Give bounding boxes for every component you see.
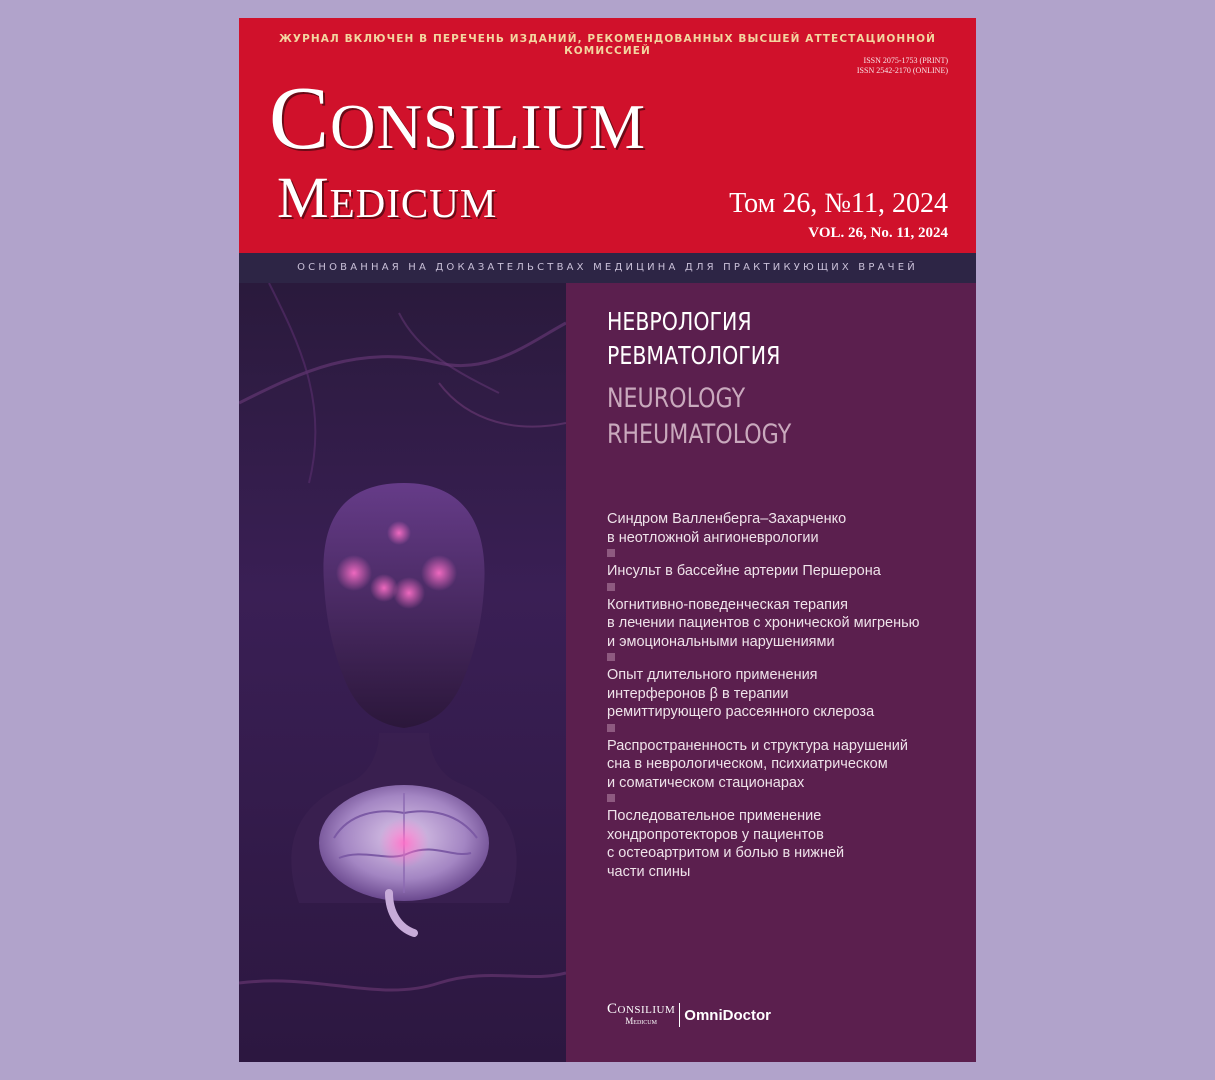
article-item — [607, 562, 967, 581]
logo-divider — [679, 1003, 680, 1027]
article-line: части спины — [607, 863, 691, 880]
article-item — [607, 737, 967, 793]
omnidoctor-logo: OmniDoctor — [684, 1006, 771, 1024]
section-neurology-en: NEUROLOGY — [607, 383, 746, 414]
publisher-logo — [607, 1000, 771, 1030]
issn-block — [857, 56, 948, 76]
bullet-square-icon — [607, 724, 615, 732]
article-line: сна в неврологическом, психиатрическом — [607, 756, 888, 772]
logo-line2: Medicum — [625, 1016, 657, 1026]
bullet-square-icon — [607, 549, 615, 557]
article-line: Распространенность и структура нарушений — [607, 737, 908, 754]
brain-illustration — [239, 283, 566, 1062]
article-line: и соматическом стационарах — [607, 774, 805, 791]
article-item — [607, 807, 967, 881]
article-line: ремиттирующего рассеянного склероза — [607, 704, 875, 720]
head-illustration — [239, 283, 566, 1062]
section-titles-ru — [607, 305, 780, 373]
bullet-square-icon — [607, 653, 615, 661]
consilium-medicum-logo — [607, 1003, 675, 1027]
article-line: в лечении пациентов с хронической мигренью — [607, 615, 920, 631]
section-rheumatology-ru: РЕВМАТОЛОГИЯ — [607, 341, 781, 370]
journal-title-line1: Consilium — [269, 69, 647, 168]
article-line: Инсульт в бассейне артерии Першерона — [607, 563, 881, 579]
article-line: хондропротекторов у пациентов — [607, 826, 824, 843]
journal-cover — [239, 18, 976, 1062]
article-item — [607, 510, 967, 547]
tagline-band: ОСНОВАННАЯ НА ДОКАЗАТЕЛЬСТВАХ МЕДИЦИНА ДЛЯ ПРАКТИКУЮЩИХ ВРАЧЕЙ — [239, 253, 976, 283]
article-list — [607, 510, 967, 881]
volume-ru: Том 26, №11, 2024 — [729, 188, 948, 219]
journal-title-line2: Medicum — [277, 165, 498, 230]
bullet-square-icon — [607, 583, 615, 591]
vak-notice: ЖУРНАЛ ВКЛЮЧЕН В ПЕРЕЧЕНЬ ИЗДАНИЙ, РЕКОМЕНДОВАННЫХ ВЫСШЕЙ АТТЕСТАЦИОННОЙ КОМИССИЕЙ — [278, 33, 937, 57]
section-neurology-ru: НЕВРОЛОГИЯ — [607, 307, 752, 336]
article-line: Когнитивно-поведенческая терапия — [607, 596, 848, 613]
article-line: Последовательное применение — [607, 808, 822, 824]
article-line: с остеоартритом и болью в нижней — [607, 845, 845, 861]
issn-online: ISSN 2542-2170 (ONLINE) — [856, 66, 948, 75]
article-line: интерферонов β в терапии — [607, 685, 789, 702]
volume-en: VOL. 26, No. 11, 2024 — [808, 225, 948, 241]
article-line: в неотложной ангионеврологии — [607, 529, 819, 546]
article-line: Опыт длительного применения — [607, 667, 818, 683]
article-line: и эмоциональными нарушениями — [607, 633, 835, 650]
article-item — [607, 596, 967, 652]
bullet-square-icon — [607, 794, 615, 802]
logo-line1: Consilium — [607, 1001, 676, 1017]
issn-print: ISSN 2075-1753 (PRINT) — [863, 56, 948, 65]
article-line: Синдром Валленберга–Захарченко — [607, 511, 847, 527]
contents-panel — [566, 283, 976, 1062]
article-item — [607, 666, 967, 722]
cover-header — [239, 18, 976, 253]
section-titles-en — [607, 381, 791, 453]
section-rheumatology-en: RHEUMATOLOGY — [607, 419, 792, 450]
